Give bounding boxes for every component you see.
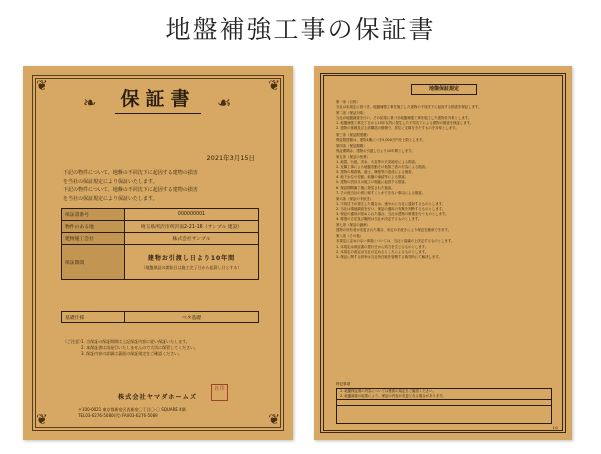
note-item: 3. 保証内容の詳細は裏面の保証規定をご確認ください。 <box>81 351 183 356</box>
regulation-line: 1. 地盤補強工事完了日から10年以内に発生した不同沈下による建物の損害を保証します。 <box>336 121 474 126</box>
certificate-notes <box>63 339 263 357</box>
intro-line: 下記の物件について、地盤の不同沈下に起因する建物の損害 <box>63 187 198 193</box>
regulation-line: 5. 建物の設計又は施工の瑕疵に起因する損害。 <box>336 180 409 185</box>
table-row <box>62 245 259 280</box>
table-row <box>62 209 259 221</box>
foundation-table <box>61 311 259 323</box>
intro-line: を当社の保証規定により保証いたします。 <box>63 178 158 185</box>
regulation-line: 2. 当社は現地調査を行い、保証の適用の有無を判断するものとします。 <box>336 206 446 211</box>
page-number: 1/1 <box>552 426 558 430</box>
regulation-line: 2. 本規定の改定は当社の定めるところによるものとします。 <box>336 249 429 254</box>
certificate-document <box>23 66 293 440</box>
regulation-line: 保証限度額は、建物1棟につき5,000万円を上限とします。 <box>336 137 426 142</box>
row-label: 建物施工会社 <box>62 233 125 245</box>
address-line: 〒100-0021 東京都新宿区西新宿〇丁目〇-〇 SQUARE 4階 <box>78 407 186 412</box>
regulation-line: 第二条（保証対象） <box>336 111 367 116</box>
phone-line: TEL03-6276-5080(代) FAX03-6276-5089 <box>78 413 158 418</box>
regulation-line: 2. 建物の基礎及び上部構造の損傷で、居住に支障をきたすものを対象とします。 <box>336 126 459 131</box>
regulation-line: 7. その他当社の責に帰すことができない事由による損害。 <box>336 190 426 195</box>
regulation-line: 本規定に定めのない事項については、当社と協議の上決定するものとします。 <box>336 239 455 244</box>
regulation-line: 1. 本規定は保証書の発行日から効力を生じるものとします。 <box>336 244 429 249</box>
row-label: 基礎仕様 <box>62 312 125 323</box>
foundation-type: ベタ基礎 <box>125 312 259 323</box>
corner-ornament-icon: ❦ <box>268 412 280 428</box>
flourish-left-icon: ❧ <box>83 93 97 112</box>
regulation-line: 第五条（保証の免責） <box>336 154 370 159</box>
notes-label: （ご注意） <box>63 339 83 344</box>
certificate-number: 000000001 <box>125 209 259 221</box>
table-row <box>62 221 259 233</box>
row-label: 保証期間 <box>62 245 125 280</box>
regulation-line: 4. 地下水位の変動、地盤の凍結等による損害。 <box>336 175 409 180</box>
special-note-line: 1. 地盤保証書の内容については裏面の規定をご確認ください。 <box>340 389 436 393</box>
regulation-line: 第六条（保証の手続き） <box>336 196 374 201</box>
regulation-line: 3. 保証に関する紛争は当社所在地を管轄する裁判所にて解決します。 <box>336 254 442 259</box>
intro-line: を当社の保証規定により保証いたします。 <box>63 195 158 202</box>
construction-company: 株式会社サンプル <box>125 233 259 245</box>
regulations-document <box>314 66 572 440</box>
special-note-line: 2. 地盤調査の結果により、保証の内容が変更となる場合があります。 <box>340 394 446 398</box>
regulation-line: 保証期間は、建物お引渡し日より10年間とします。 <box>336 148 415 153</box>
property-location: 埼玉県所沢市所沢南2-21-16（サンプル 建設） <box>125 221 259 233</box>
regulation-line: 建物の所有者が変更された場合、所定の手続きにより保証を継承できます。 <box>336 228 452 233</box>
table-row <box>62 312 259 323</box>
regulation-line: 当社は本規定に基づき、地盤補強工事を施工した建物の不同沈下に起因する損害を保証します。 <box>336 105 482 110</box>
warranty-period-cell <box>125 245 259 280</box>
regulations-body <box>336 99 550 260</box>
special-notes-label: 特記事項 <box>336 382 351 386</box>
row-label: 保証書番号 <box>62 209 125 221</box>
warranty-period-note: （地盤保証の開始日は施工完了日から起算し日とする） <box>141 265 242 270</box>
intro-line: 下記の物件について、地盤の不同沈下に起因する建物の損害 <box>63 170 198 176</box>
flourish-right-icon: ☙ <box>217 93 232 112</box>
regulation-line: 2. 近隣工事による地盤変動その他第三者の行為による損害。 <box>336 165 429 170</box>
regulation-line: 第七条（保証の継承） <box>336 223 370 228</box>
regulation-line: 第八条（その他） <box>336 234 364 239</box>
certificate-intro <box>63 169 263 203</box>
issue-date: 2021年3月15日 <box>206 154 255 162</box>
heading-underline <box>115 113 201 114</box>
regulation-line: 第三条（保証限度額） <box>336 132 370 137</box>
regulation-line: 第四条（保証期間） <box>336 143 367 148</box>
company-address <box>78 407 248 419</box>
regulation-line: 第一条（目的） <box>336 100 360 104</box>
company-seal: 社印 <box>211 384 228 401</box>
blank-line <box>337 405 551 411</box>
regulation-line: 1. 不同沈下が発生した場合は、速やかに当社に通知するものとします。 <box>336 201 446 206</box>
note-item: 1. 当保証の保証期間は上記保証内容に従い保証いたします。 <box>81 339 190 344</box>
regulations-title: 地盤保証規定 <box>411 84 477 95</box>
regulation-line: 6. 保証期間満了後に発見された損害。 <box>336 185 395 190</box>
row-label: 物件のある地 <box>62 221 125 233</box>
corner-ornament-icon: ❦ <box>268 78 280 94</box>
corner-ornament-icon: ❦ <box>36 412 48 428</box>
corner-ornament-icon: ❦ <box>36 78 48 94</box>
regulation-line: 当社が地盤調査を行い、その結果に基づき地盤補強工事を施工した建物を対象とします。 <box>336 116 472 121</box>
warranty-period: 建物お引渡し日より10年間 <box>147 255 236 262</box>
regulation-line: 4. 修復の方法及び範囲は当社が決定するものとします。 <box>336 217 422 222</box>
page-title: 地盤補強工事の保証書 <box>165 15 436 44</box>
regulation-line: 3. 建物の増改築、盛土、擁壁等の造成による損害。 <box>336 170 415 175</box>
certificate-heading: 保証書 <box>120 88 196 110</box>
note-item: 2. 本保証書は再発行いたしませんので大切に保管してください。 <box>81 345 199 350</box>
certificate-details-table <box>61 208 259 280</box>
company-name: 株式会社ヤマダホームズ <box>118 394 198 401</box>
regulation-line: 3. 保証の適用が認められた場合、当社は建物の修復を行うものとします。 <box>336 211 449 216</box>
regulation-line: 1. 地震、台風、洪水、火災等の天災地変による損害。 <box>336 160 419 165</box>
table-row <box>62 233 259 245</box>
special-notes-box <box>336 388 552 424</box>
